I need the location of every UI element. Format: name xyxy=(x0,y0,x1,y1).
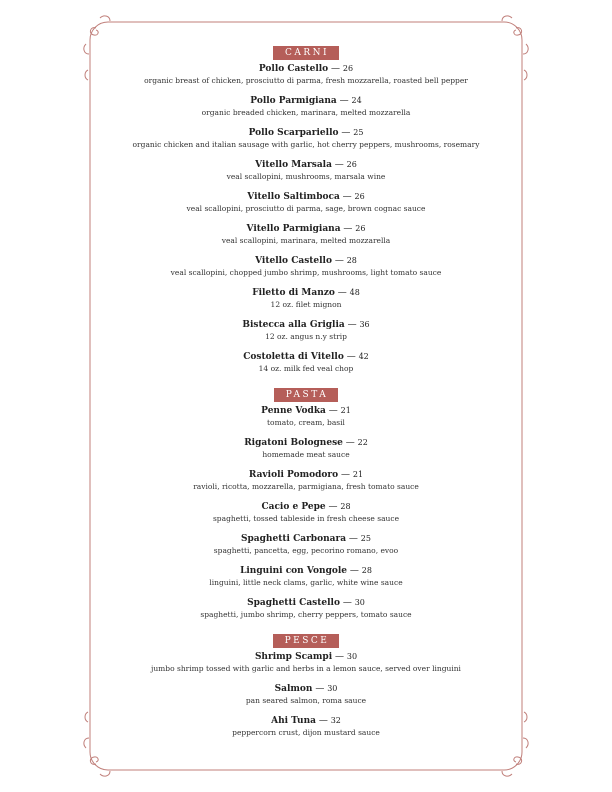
item-description: 14 oz. milk fed veal chop xyxy=(258,364,354,373)
section-title: PASTA xyxy=(274,388,338,402)
menu-item: Vitello Marsala — 26 veal scallopini, mushrooms, marsala wine xyxy=(100,158,512,182)
item-name: Rigatoni Bolognese xyxy=(244,438,343,448)
item-description: organic breaded chicken, marinara, melted mozzarella xyxy=(201,108,411,117)
item-description: homemade meat sauce xyxy=(262,450,350,459)
item-name: Penne Vodka xyxy=(261,406,326,416)
item-price: 30 xyxy=(346,652,358,661)
item-name: Spaghetti Castello xyxy=(247,598,340,608)
menu-item: Pollo Parmigiana — 24 organic breaded chicken, marinara, melted mozzarella xyxy=(100,94,512,118)
item-price: 36 xyxy=(359,320,370,329)
item-price: 24 xyxy=(351,96,362,105)
menu-item: Rigatoni Bolognese — 22 homemade meat sauce xyxy=(100,436,512,460)
menu-item: Penne Vodka — 21 tomato, cream, basil xyxy=(100,404,512,428)
menu-item: Pollo Scarpariello — 25 organic chicken and italian sausage with garlic, hot cherry peppers, mushrooms, rosemary xyxy=(100,126,512,150)
item-name: Pollo Parmigiana xyxy=(250,96,337,106)
item-price: 28 xyxy=(361,566,372,575)
item-name: Spaghetti Carbonara xyxy=(241,534,347,544)
section-title: CARNI xyxy=(273,46,339,60)
item-price: 26 xyxy=(346,160,357,169)
menu-item: Shrimp Scampi — 30 jumbo shrimp tossed with garlic and herbs in a lemon sauce, served over linguini xyxy=(100,650,512,674)
item-description: 12 oz. filet mignon xyxy=(270,300,342,309)
section-title: PESCE xyxy=(273,634,340,648)
item-name: Vitello Marsala xyxy=(255,160,332,170)
item-description: ravioli, ricotta, mozzarella, parmigiana, fresh tomato sauce xyxy=(193,482,419,491)
item-description: spaghetti, jumbo shrimp, cherry peppers, tomato sauce xyxy=(200,610,412,619)
item-name: Vitello Castello xyxy=(255,256,332,266)
item-description: tomato, cream, basil xyxy=(267,418,345,427)
menu-item: Bistecca alla Griglia — 36 12 oz. angus n.y strip xyxy=(100,318,512,342)
item-name: Pollo Scarpariello xyxy=(248,128,339,138)
item-description: veal scallopini, marinara, melted mozzarella xyxy=(221,236,391,245)
menu-section-carni xyxy=(100,40,512,374)
item-description: veal scallopini, chopped jumbo shrimp, mushrooms, light tomato sauce xyxy=(170,268,442,277)
menu-section-pesce xyxy=(100,628,512,738)
item-description: organic chicken and italian sausage with garlic, hot cherry peppers, mushrooms, rosemary xyxy=(132,140,480,149)
item-description: jumbo shrimp tossed with garlic and herbs in a lemon sauce, served over linguini xyxy=(151,664,461,673)
item-price: 26 xyxy=(354,192,365,201)
item-price: 22 xyxy=(357,438,368,447)
menu-item: Filetto di Manzo — 48 12 oz. filet mignon xyxy=(100,286,512,310)
menu-item: Spaghetti Castello — 30 spaghetti, jumbo shrimp, cherry peppers, tomato sauce xyxy=(100,596,512,620)
item-description: organic breast of chicken, prosciutto di parma, fresh mozzarella, roasted bell pepper xyxy=(144,76,468,85)
item-name: Vitello Saltimboca xyxy=(247,192,340,202)
item-price: 26 xyxy=(342,64,354,73)
item-description: peppercorn crust, dijon mustard sauce xyxy=(232,728,380,737)
item-price: 28 xyxy=(340,502,351,511)
item-description: spaghetti, pancetta, egg, pecorino romano, evoo xyxy=(213,546,399,555)
item-name: Ravioli Pomodoro xyxy=(248,470,339,480)
item-name: Bistecca alla Griglia xyxy=(242,320,345,330)
item-name: Ahi Tuna xyxy=(271,716,316,726)
menu-item: Costoletta di Vitello — 42 14 oz. milk fed veal chop xyxy=(100,350,512,374)
item-name: Costoletta di Vitello xyxy=(243,352,344,362)
menu-section-pasta xyxy=(100,382,512,620)
item-price: 32 xyxy=(330,716,341,725)
menu-item: Vitello Parmigiana — 26 veal scallopini, marinara, melted mozzarella xyxy=(100,222,512,246)
item-price: 28 xyxy=(346,256,357,265)
item-name: Shrimp Scampi xyxy=(254,652,333,662)
menu-content xyxy=(100,40,512,746)
menu-item: Ahi Tuna — 32 peppercorn crust, dijon mustard sauce xyxy=(100,714,512,738)
menu-item: Vitello Saltimboca — 26 veal scallopini, prosciutto di parma, sage, brown cognac sauce xyxy=(100,190,512,214)
item-description: veal scallopini, mushrooms, marsala wine xyxy=(226,172,386,181)
menu-item: Salmon — 30 pan seared salmon, roma sauce xyxy=(100,682,512,706)
menu-item: Cacio e Pepe — 28 spaghetti, tossed tableside in fresh cheese sauce xyxy=(100,500,512,524)
menu-item: Linguini con Vongole — 28 linguini, little neck clams, garlic, white wine sauce xyxy=(100,564,512,588)
item-price: 30 xyxy=(327,684,338,693)
item-name: Linguini con Vongole xyxy=(240,566,348,576)
item-description: veal scallopini, prosciutto di parma, sage, brown cognac sauce xyxy=(186,204,426,213)
item-price: 21 xyxy=(340,406,351,415)
item-name: Vitello Parmigiana xyxy=(246,224,341,234)
item-price: 42 xyxy=(358,352,369,361)
item-price: 48 xyxy=(349,288,360,297)
item-name: Salmon xyxy=(274,684,313,694)
item-description: spaghetti, tossed tableside in fresh cheese sauce xyxy=(212,514,400,523)
item-price: 21 xyxy=(352,470,364,479)
menu-item: Spaghetti Carbonara — 25 spaghetti, pancetta, egg, pecorino romano, evoo xyxy=(100,532,512,556)
item-description: pan seared salmon, roma sauce xyxy=(245,696,367,705)
item-name: Pollo Castello xyxy=(258,64,329,74)
item-price: 26 xyxy=(355,224,366,233)
item-price: 30 xyxy=(354,598,365,607)
item-description: linguini, little neck clams, garlic, white wine sauce xyxy=(209,578,403,587)
menu-item: Pollo Castello — 26 organic breast of chicken, prosciutto di parma, fresh mozzarella, roasted bell pepper xyxy=(100,62,512,86)
item-price: 25 xyxy=(353,128,364,137)
item-name: Cacio e Pepe xyxy=(261,502,326,512)
item-name: Filetto di Manzo xyxy=(252,288,335,298)
menu-item: Ravioli Pomodoro — 21 ravioli, ricotta, mozzarella, parmigiana, fresh tomato sauce xyxy=(100,468,512,492)
item-description: 12 oz. angus n.y strip xyxy=(265,332,347,341)
menu-item: Vitello Castello — 28 veal scallopini, chopped jumbo shrimp, mushrooms, light tomato sauce xyxy=(100,254,512,278)
item-price: 25 xyxy=(360,534,371,543)
